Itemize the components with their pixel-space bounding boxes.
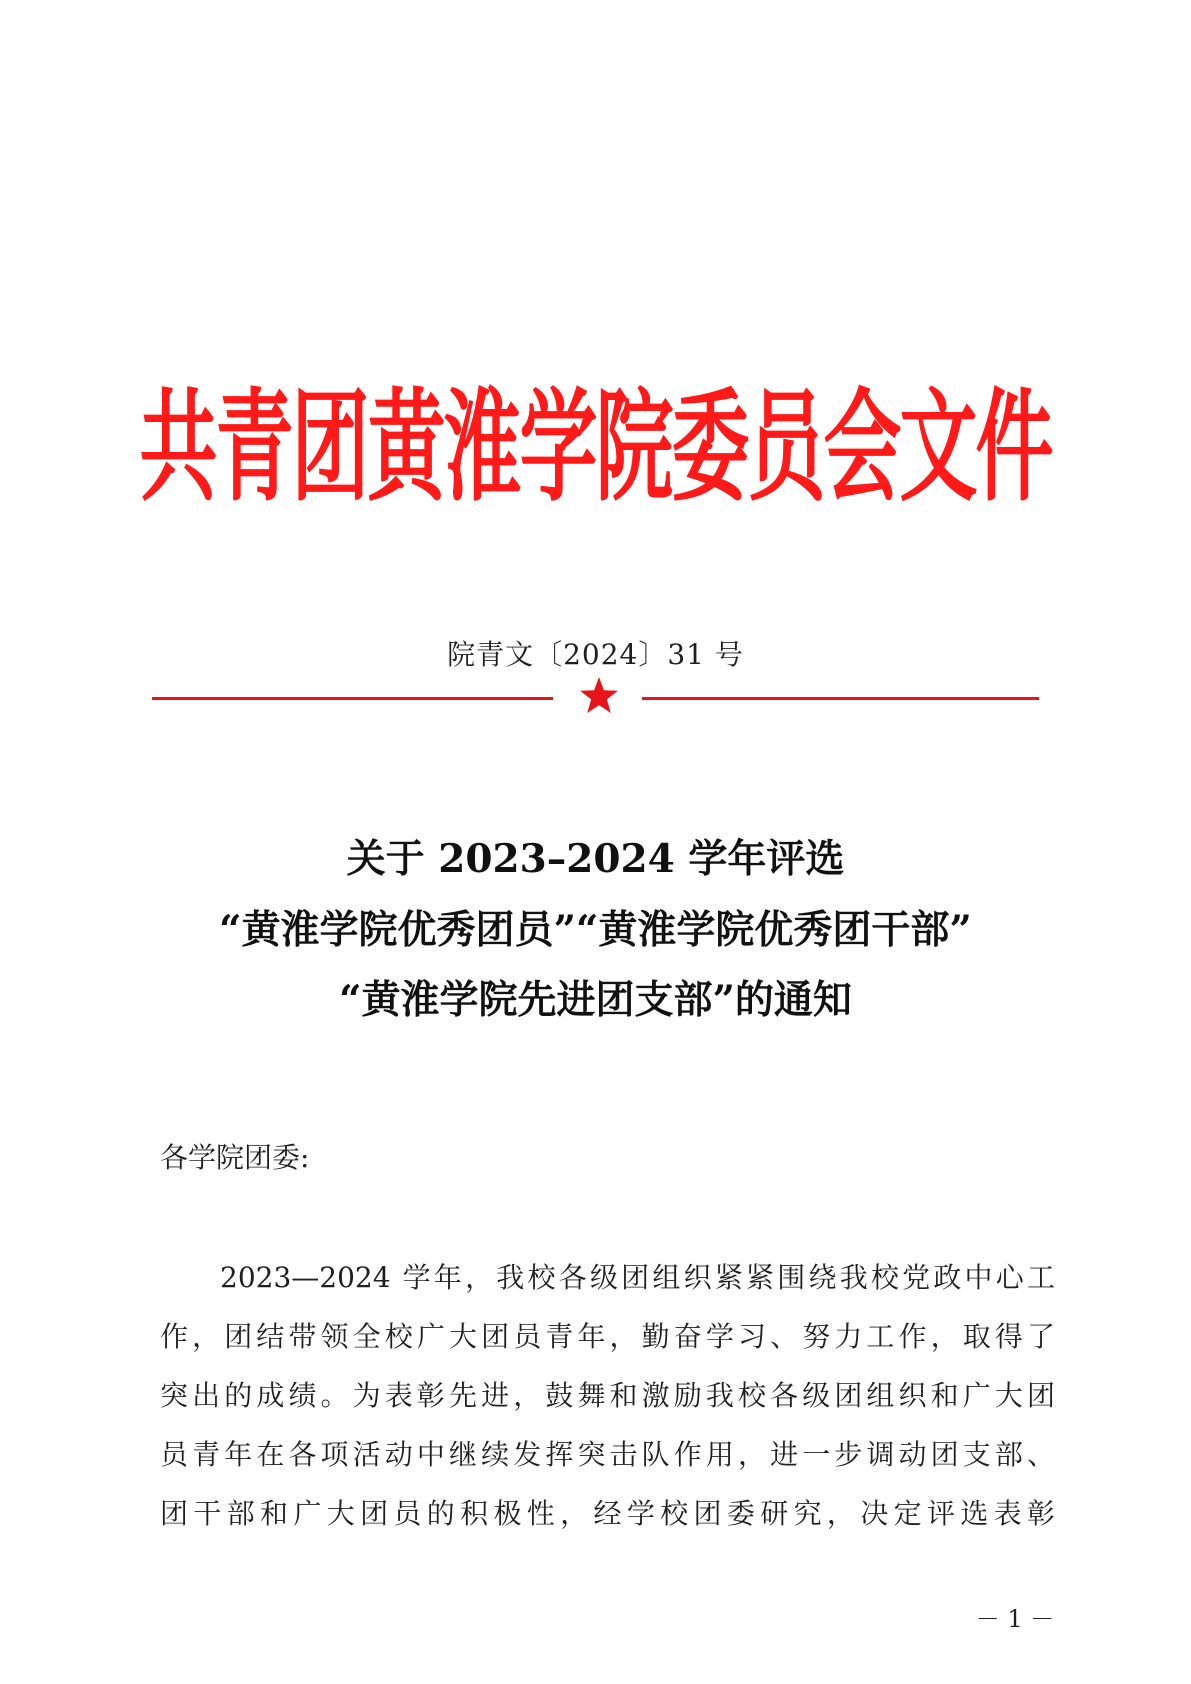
red-divider-right bbox=[642, 697, 1039, 700]
red-star-icon bbox=[579, 676, 619, 716]
body-paragraph-line: 团干部和广大团员的积极性，经学校团委研究，决定评选表彰 bbox=[160, 1497, 1055, 1530]
document-number: 院青文〔2024〕31 号 bbox=[447, 638, 744, 671]
notice-title-line-2: “黄淮学院优秀团员”“黄淮学院优秀团干部” bbox=[219, 907, 972, 953]
salutation: 各学院团委: bbox=[160, 1141, 310, 1174]
body-paragraph-line: 2023—2024 学年，我校各级团组织紧紧围绕我校党政中心工 bbox=[220, 1261, 1055, 1294]
body-paragraph-line: 员青年在各项活动中继续发挥突击队作用，进一步调动团支部、 bbox=[160, 1438, 1055, 1471]
notice-title-line-1: 关于 2023–2024 学年评选 bbox=[346, 836, 845, 882]
notice-title-line-3: “黄淮学院先进团支部”的通知 bbox=[339, 977, 852, 1023]
red-divider-left bbox=[152, 697, 553, 700]
body-paragraph-line: 突出的成绩。为表彰先进，鼓舞和激励我校各级团组织和广大团 bbox=[160, 1379, 1055, 1412]
document-header-title: 共青团黄淮学院委员会文件 bbox=[139, 378, 1052, 519]
page-number: － 1 － bbox=[975, 1605, 1055, 1633]
body-paragraph-line: 作，团结带领全校广大团员青年，勤奋学习、努力工作，取得了 bbox=[160, 1320, 1055, 1353]
